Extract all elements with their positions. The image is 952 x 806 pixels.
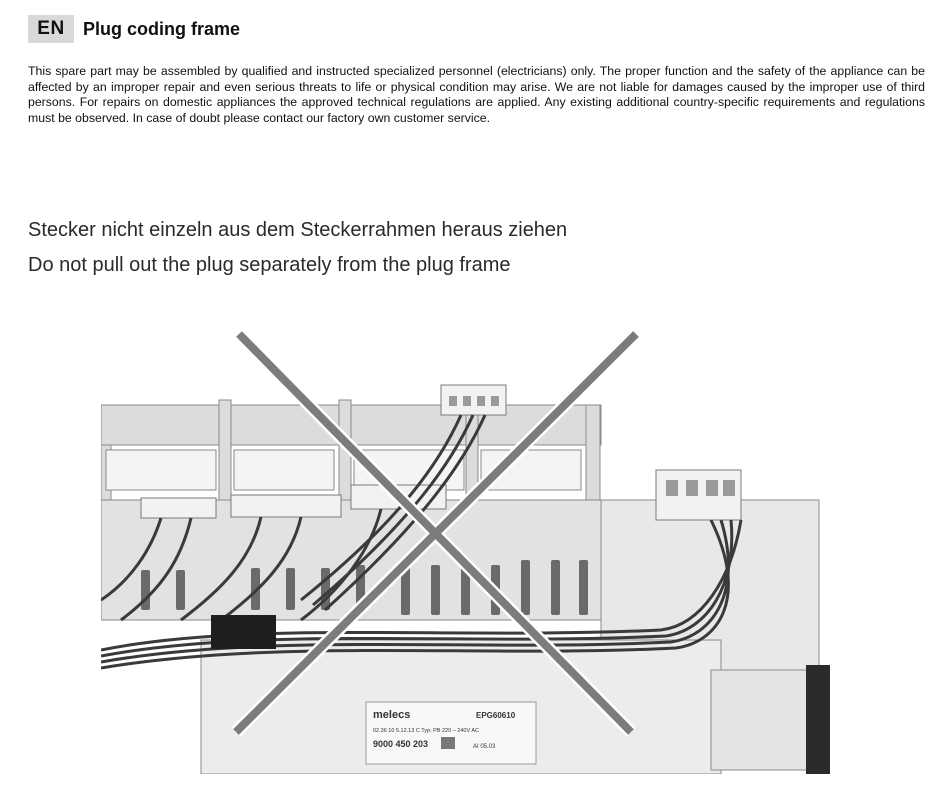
label-rev: AI 05.03 [473,744,496,750]
label-code-line: 02.36 10 5.12.13 C Typ: PB 220 – 240V AC [373,728,480,734]
cable-tie [211,615,276,649]
label-part-number: 9000 450 203 [373,739,429,749]
warning-text-german: Stecker nicht einzeln aus dem Steckerrahmen heraus ziehen [28,219,568,241]
language-badge: EN [28,15,74,43]
document-title: Plug coding frame [83,18,241,39]
label-brand: melecs [373,709,411,721]
document-header [28,15,240,43]
warning-text-english: Do not pull out the plug separately from the plug frame [28,254,511,276]
plug-frame-photo [101,320,830,774]
label-datamatrix [441,737,455,749]
label-model: EPG60610 [476,711,516,720]
safety-notice: This spare part may be assembled by qualified and instructed specialized personnel (electricians) only. The proper function and the safety of the appliance can be affected by an improper repair and even serious threats to life or physical condition may arise. We are not liable for damages caused by the improper use of third persons. For repairs on domestic appliances the approved technical regulations are applied. Any existing additional country-specific requirements and regulations must be observed. In case of doubt please contact our factory own customer service. [28,64,925,125]
module-label [366,702,536,764]
